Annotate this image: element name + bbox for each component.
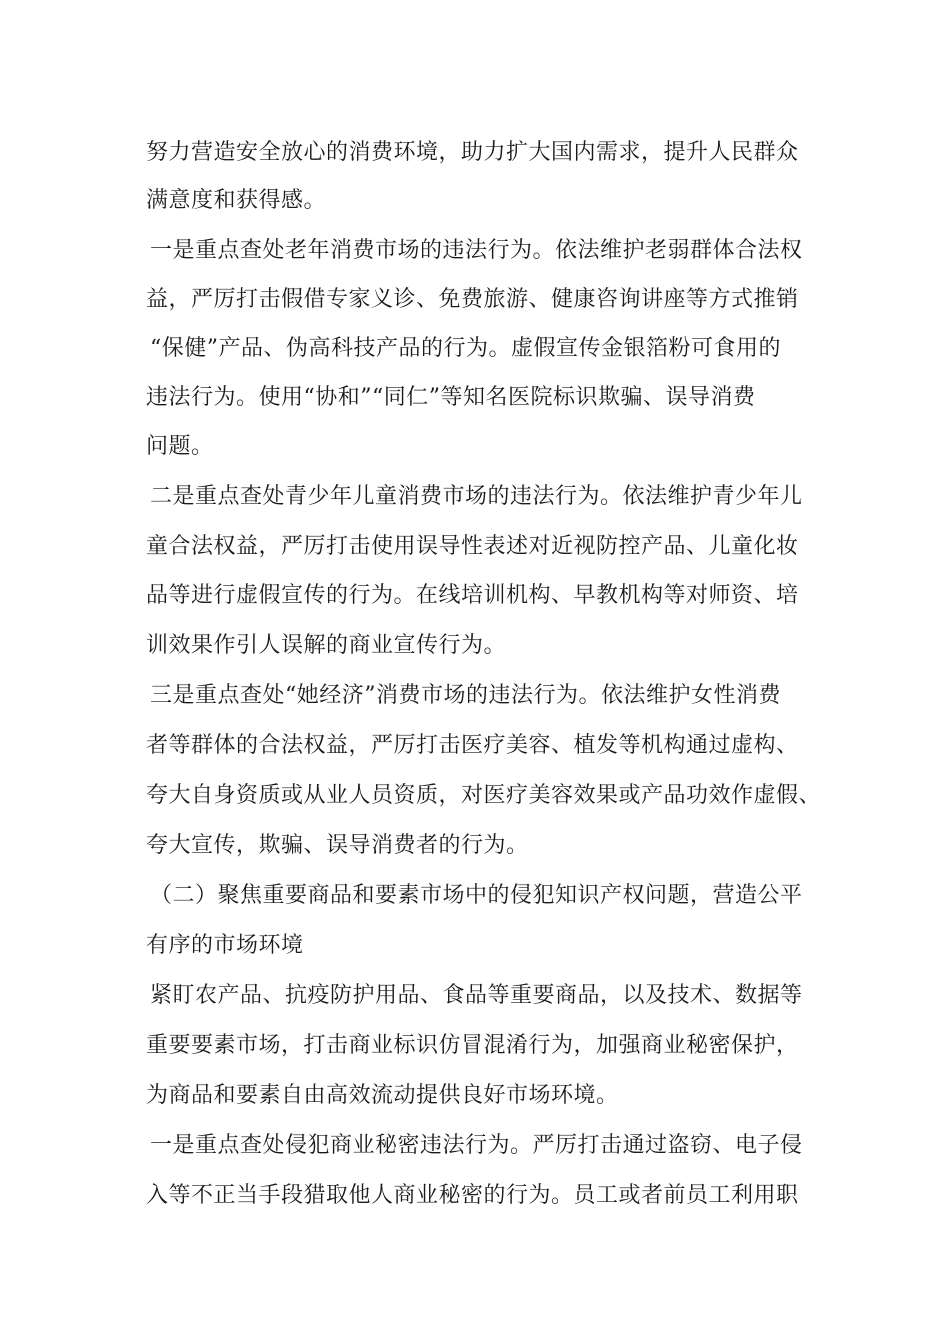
section-heading-line: （二）聚焦重要商品和要素市场中的侵犯知识产权问题，营造公平: [150, 883, 803, 908]
paragraph-line: 益，严厉打击假借专家义诊、免费旅游、健康咨询讲座等方式推销: [146, 287, 799, 312]
paragraph-line: 一是重点查处老年消费市场的违法行为。依法维护老弱群体合法权: [150, 238, 803, 263]
paragraph-line: 努力营造安全放心的消费环境，助力扩大国内需求，提升人民群众: [146, 140, 799, 165]
paragraph-line: 二是重点查处青少年儿童消费市场的违法行为。依法维护青少年儿: [150, 484, 803, 509]
paragraph-line: 一是重点查处侵犯商业秘密违法行为。严厉打击通过盗窃、电子侵: [150, 1133, 803, 1158]
paragraph-line: 夸大宣传，欺骗、误导消费者的行为。: [146, 833, 529, 858]
paragraph-line: 问题。: [146, 434, 214, 459]
paragraph-line: 为商品和要素自由高效流动提供良好市场环境。: [146, 1083, 619, 1108]
paragraph-line: 童合法权益，严厉打击使用误导性表述对近视防控产品、儿童化妆: [146, 534, 799, 559]
paragraph-line: 品等进行虚假宣传的行为。在线培训机构、早教机构等对师资、培: [146, 583, 799, 608]
paragraph-line: 训效果作引人误解的商业宣传行为。: [146, 633, 507, 658]
paragraph-line: 入等不正当手段猎取他人商业秘密的行为。员工或者前员工利用职: [146, 1183, 799, 1208]
paragraph-line: 满意度和获得感。: [146, 188, 327, 213]
paragraph-line: 重要要素市场，打击商业标识仿冒混淆行为，加强商业秘密保护，: [146, 1033, 799, 1058]
paragraph-line: “保健”产品、伪高科技产品的行为。虚假宣传金银箔粉可食用的: [150, 336, 781, 361]
paragraph-line: 违法行为。使用“协和”“同仁”等知名医院标识欺骗、误导消费: [146, 385, 756, 410]
paragraph-line: 紧盯农产品、抗疫防护用品、食品等重要商品，以及技术、数据等: [150, 983, 803, 1008]
paragraph-line: 者等群体的合法权益，严厉打击医疗美容、植发等机构通过虚构、: [146, 733, 799, 758]
section-heading-line: 有序的市场环境: [146, 933, 304, 958]
paragraph-line: 夸大自身资质或从业人员资质，对医疗美容效果或产品功效作虚假、: [146, 783, 822, 808]
paragraph-line: 三是重点查处“她经济”消费市场的违法行为。依法维护女性消费: [150, 683, 781, 708]
